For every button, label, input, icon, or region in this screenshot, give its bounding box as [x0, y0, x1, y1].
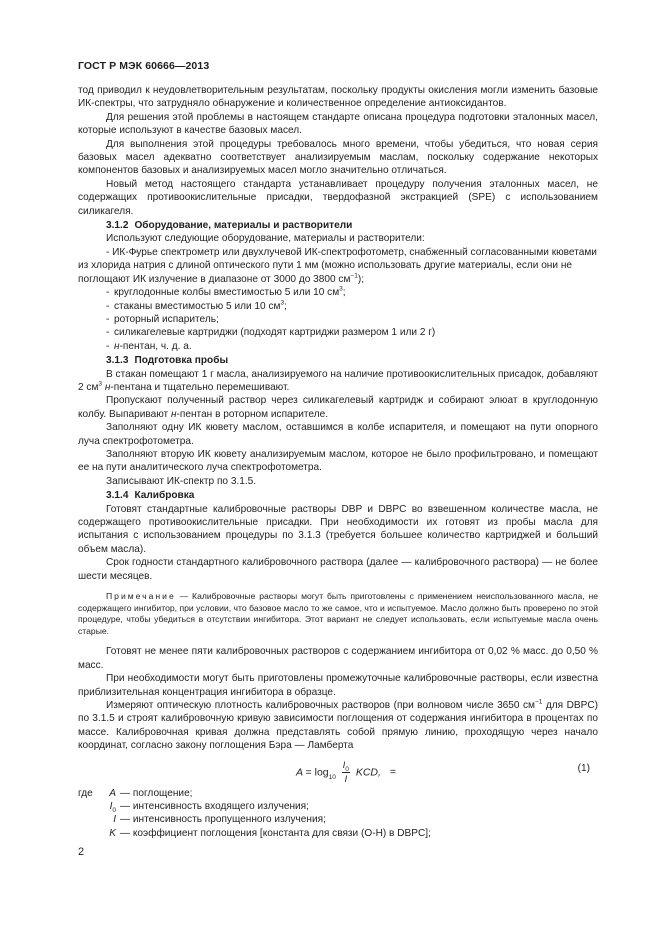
definition-row: где A — поглощение;: [78, 787, 193, 799]
definition-row: K — коэффициент поглощения [константа для связи (O-H) в DBPC];: [109, 827, 431, 839]
equipment-list: [78, 246, 598, 353]
page-header-doc-code: ГОСТ Р МЭК 60666—2013: [78, 60, 210, 72]
document-body: [78, 84, 598, 840]
note-text: — Калибровочные растворы могут быть приготовлены с применением неиспользованного масла, не содержащего ингибитор, при условии, что базовое масло то же самое, что и испытуемое. Масло должно быть проверено по этой процедуре, чтобы убедиться в отсутствии ингибитора. Этот вариант не следует использовать, если испытуемые масла очень старые.: [78, 591, 598, 636]
list-item: - силикагелевые картриджи (подходят картриджи размером 1 или 2 г): [78, 326, 598, 339]
list-item: - круглодонные колбы вместимостью 5 или 10 $см^3$;: [78, 286, 598, 299]
formula-expression: $A = \log_{10}$ $\frac{I_0}{I}$ KCD, =: [296, 759, 396, 787]
list-item: - роторный испаритель;: [78, 313, 598, 326]
section-number: 3.1.3: [106, 355, 129, 367]
paragraph: Заполняют одну ИК кювету маслом, оставшимся в колбе испарителя, и помещают на пути опорного луча спектрофотометра.: [78, 422, 598, 447]
page-number: 2: [78, 846, 85, 858]
formula-beer-lambert: [78, 755, 598, 785]
symbol-definitions: [78, 787, 598, 841]
paragraph: Заполняют вторую ИК кювету анализируемым маслом, которое не было профильтровано, и помещают ее на пути аналитического луча спектрофотометра.: [78, 448, 598, 474]
note: [78, 591, 598, 637]
paragraph: тод приводил к неудовлетворительным результатам, поскольку продукты окисления могли изменить базовые ИК-спектры, что затрудняло обнаружение и количественное определение антиоксидантов.: [78, 85, 598, 110]
paragraph: Для решения этой проблемы в настоящем стандарте описана процедура подготовки эталонных масел, которые используют в качестве базовых масел.: [78, 111, 598, 137]
paragraph: Пропускают полученный раствор через силикагелевый картридж и собирают элюат в круглодонную колбу. Выпаривают н-пентан в роторном испарителе.: [78, 395, 598, 420]
formula-fraction: $\frac{I_0}{I}$: [342, 759, 349, 785]
paragraph: Срок годности стандартного калибровочного раствора (далее — калибровочного раствора) — не более шести месяцев.: [78, 557, 598, 582]
section-heading: [78, 219, 598, 232]
section-title: Подготовка пробы: [134, 355, 229, 367]
paragraph: Готовят не менее пяти калибровочных растворов с содержанием ингибитора от 0,02 % масс. до 0,50 % масс.: [78, 646, 598, 671]
paragraph: Измеряют оптическую плотность калибровочных растворов (при волновом числе 3650 $см^{-1}$ для DBPC) по 3.1.5 и строят калибровочную кривую зависимости поглощения от содержания ингибитора в процентах по массе. Калибровочная кривая должна представлять собой прямую линию, проходящую через начало координат, согласно закону поглощения Бэра — Ламберта: [78, 698, 598, 752]
paragraph: Для выполнения этой процедуры требовалось много времени, чтобы убедиться, что новая серия базовых масел адекватно соответствует анализируемым маслам, поскольку содержание некоторых компонентов базовых и анализируемых масел могло значительно отличаться.: [78, 138, 598, 177]
list-item: - стаканы вместимостью 5 или 10 $см^3$;: [78, 300, 598, 313]
section-number: 3.1.2: [106, 220, 129, 232]
list-item: - н-пентан, ч. д. а.: [78, 340, 598, 353]
definition-row: I — интенсивность пропущенного излучения;: [113, 814, 326, 826]
section-number: 3.1.4: [106, 490, 129, 502]
equation-number: (1): [577, 762, 590, 774]
paragraph: Записывают ИК-спектр по 3.1.5.: [106, 475, 257, 487]
paragraph: Используют следующие оборудование, материалы и растворители:: [106, 233, 425, 245]
paragraph: В стакан помещают 1 г масла, анализируемого на наличие противоокислительных присадок, добавляют 2 $см^3$ н-пентана и тщательно перемешивают.: [78, 368, 598, 393]
paragraph: Готовят стандартные калибровочные растворы DBP и DBPC во взвешенном количестве масла, не содержащего противоокислительные присадки. При необходимости их готовят из пробы масла для испытания с использованием процедуры по 3.1.3 (требуется большее количество картриджей и больший объем масла).: [78, 503, 598, 555]
paragraph: Новый метод настоящего стандарта устанавливает процедуру получения эталонных масел, не содержащих противоокислительные присадки, твердофазной экстракцией (SPE) с использованием силикагеля.: [78, 178, 598, 217]
paragraph: При необходимости могут быть приготовлены промежуточные калибровочные растворы, если известна приблизительная концентрация ингибитора в образце.: [78, 673, 598, 698]
section-heading: [78, 489, 598, 502]
section-title: Оборудование, материалы и растворители: [134, 220, 353, 232]
list-item-text: - ИК-Фурье спектрометр или двухлучевой ИК-спектрофотометр, снабженный согласованными кюветами из хлорида натрия с длиной оптического пути 1 мм (можно использовать другие материалы, если они не поглощают ИК излучение в диапазоне от 3000 до 3800 $см^{-1}$);: [78, 246, 597, 285]
note-label: Примечание: [106, 591, 176, 602]
section-title: Калибровка: [134, 490, 195, 502]
section-heading: [78, 354, 598, 367]
definition-row: $I_0$ — интенсивность входящего излучения;: [109, 801, 309, 815]
list-item: [78, 246, 598, 286]
